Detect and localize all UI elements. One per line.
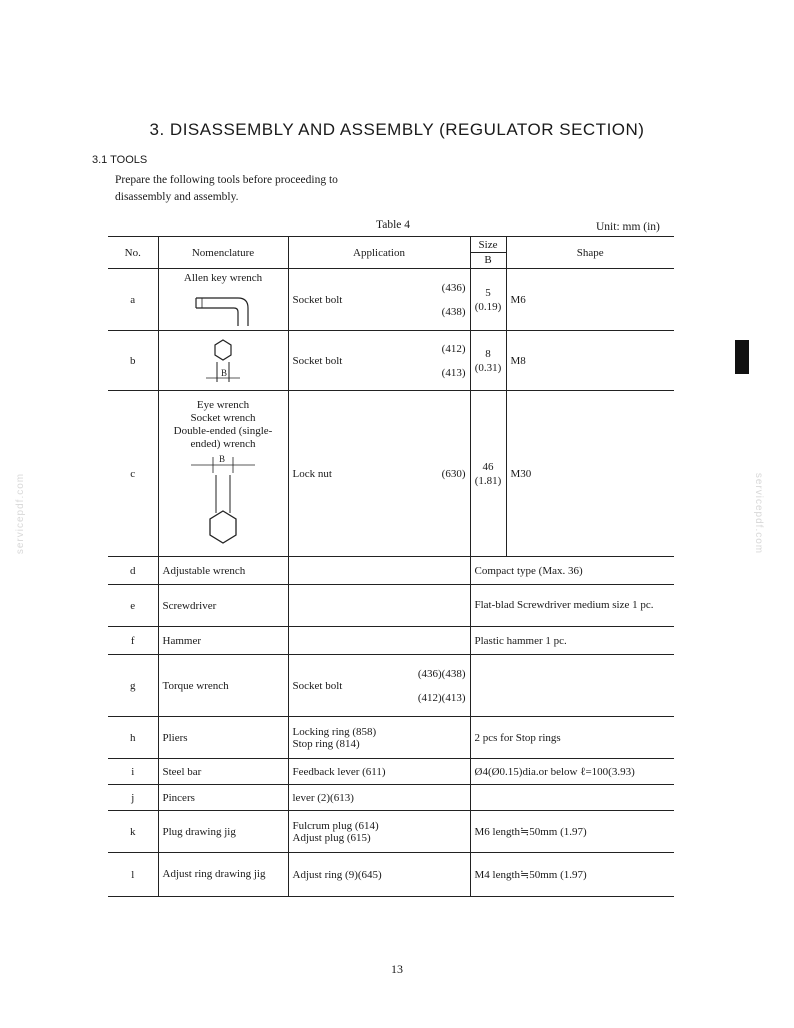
size-in: (1.81)	[474, 474, 502, 487]
row-nomenclature	[158, 391, 288, 557]
intro-line-1: Prepare the following tools before proceeding to	[115, 174, 338, 186]
application-line: Locking ring (858)	[292, 725, 377, 738]
row-nomenclature: Pincers	[158, 785, 288, 811]
header-size-label: Size	[478, 239, 498, 251]
table-row	[108, 655, 674, 717]
watermark-left: servicepdf.com	[15, 472, 27, 555]
eye-wrench-icon	[183, 453, 263, 547]
dimension-label: B	[219, 453, 226, 464]
application-code-top: (436)	[441, 281, 466, 294]
row-application	[288, 585, 470, 627]
application-text: Socket bolt	[292, 354, 343, 367]
row-application: Adjust ring (9)(645)	[288, 853, 470, 897]
row-no: h	[130, 731, 136, 744]
row-application: Feedback lever (611)	[288, 759, 470, 785]
row-no: a	[130, 293, 136, 306]
row-no: g	[130, 679, 136, 692]
row-nomenclature: Steel bar	[158, 759, 288, 785]
nomenclature-line: Double-ended (single-	[173, 424, 273, 437]
row-application: lever (2)(613)	[288, 785, 470, 811]
application-code-bottom: (413)	[441, 366, 466, 379]
row-shape: M4 length≒50mm (1.97)	[470, 853, 674, 897]
application-line: Stop ring (814)	[292, 737, 360, 750]
application-line: Fulcrum plug (614)	[292, 819, 379, 832]
row-shape: M30	[506, 391, 674, 557]
table-row	[108, 811, 674, 853]
row-shape: M8	[506, 331, 674, 391]
size-in: (0.19)	[474, 300, 502, 313]
table-row	[108, 269, 674, 331]
row-shape: Ø4(Ø0.15)dia.or below ℓ=100(3.93)	[470, 759, 674, 785]
size-mm: 46	[482, 460, 494, 473]
nomenclature-line: ended) wrench	[190, 437, 256, 450]
tools-table	[108, 236, 674, 897]
row-application	[288, 269, 470, 331]
table-row	[108, 853, 674, 897]
row-shape: Plastic hammer 1 pc.	[470, 627, 674, 655]
page-number: 13	[391, 962, 403, 976]
row-shape: 2 pcs for Stop rings	[470, 717, 674, 759]
header-application: Application	[288, 237, 470, 269]
application-code: (630)	[441, 467, 466, 480]
table-row	[108, 627, 674, 655]
table-row	[108, 585, 674, 627]
table-row	[108, 759, 674, 785]
application-code-bottom: (412)(413)	[417, 691, 466, 704]
hex-key-end-icon	[188, 338, 258, 384]
row-no: j	[131, 791, 135, 804]
application-text: Socket bolt	[292, 679, 343, 692]
row-application	[288, 627, 470, 655]
row-shape: Flat-blad Screwdriver medium size 1 pc.	[470, 585, 674, 627]
table-row	[108, 391, 674, 557]
row-size	[470, 391, 506, 557]
row-nomenclature	[158, 331, 288, 391]
size-mm: 5	[485, 286, 491, 299]
row-no: d	[130, 564, 136, 577]
row-no: i	[131, 765, 135, 778]
nomenclature-line: Socket wrench	[190, 411, 256, 424]
row-application	[288, 655, 470, 717]
row-nomenclature: Plug drawing jig	[158, 811, 288, 853]
application-code-top: (436)(438)	[417, 667, 466, 680]
dimension-label: B	[221, 367, 228, 378]
row-application	[288, 331, 470, 391]
intro-line-2: disassembly and assembly.	[115, 191, 239, 203]
row-shape: M6 length≒50mm (1.97)	[470, 811, 674, 853]
table-caption: Table 4	[376, 219, 411, 231]
row-shape	[470, 785, 674, 811]
unit-label: Unit: mm (in)	[596, 221, 660, 233]
row-application	[288, 557, 470, 585]
header-shape: Shape	[506, 237, 674, 269]
row-size	[470, 331, 506, 391]
row-no: k	[130, 825, 136, 838]
header-size	[470, 237, 506, 269]
application-code-bottom: (438)	[441, 305, 466, 318]
row-no: b	[130, 354, 136, 367]
intro-text	[115, 172, 415, 206]
header-size-sub: B	[471, 252, 506, 267]
row-no: e	[130, 599, 136, 612]
table-row	[108, 785, 674, 811]
size-mm: 8	[485, 347, 491, 360]
table-header-row	[108, 237, 674, 269]
section-heading: 3.1 TOOLS	[92, 154, 148, 166]
row-no: c	[130, 467, 136, 480]
row-application	[288, 717, 470, 759]
row-nomenclature: Adjustable wrench	[158, 557, 288, 585]
row-nomenclature: Torque wrench	[158, 655, 288, 717]
application-text: Socket bolt	[292, 293, 343, 306]
watermark-right: servicepdf.com	[753, 472, 765, 555]
row-shape	[470, 655, 674, 717]
row-nomenclature: Screwdriver	[158, 585, 288, 627]
nomenclature-line: Eye wrench	[196, 398, 250, 411]
row-shape: M6	[506, 269, 674, 331]
row-nomenclature: Hammer	[158, 627, 288, 655]
row-nomenclature: Adjust ring drawing jig	[158, 853, 288, 897]
table-row	[108, 557, 674, 585]
row-application	[288, 811, 470, 853]
row-shape: Compact type (Max. 36)	[470, 557, 674, 585]
header-no: No.	[124, 246, 141, 259]
nomenclature-text: Allen key wrench	[183, 271, 263, 284]
header-nomenclature: Nomenclature	[158, 237, 288, 269]
application-code-top: (412)	[441, 342, 466, 355]
row-nomenclature: Pliers	[158, 717, 288, 759]
allen-key-icon	[188, 286, 258, 326]
page-title: 3. DISASSEMBLY AND ASSEMBLY (REGULATOR SECTION)	[149, 120, 645, 139]
application-line: Adjust plug (615)	[292, 831, 371, 844]
row-size	[470, 269, 506, 331]
row-no: f	[130, 634, 135, 647]
row-nomenclature	[158, 269, 288, 331]
row-no: l	[131, 868, 135, 881]
size-in: (0.31)	[474, 361, 502, 374]
table-row	[108, 717, 674, 759]
application-text: Lock nut	[292, 467, 332, 480]
row-application	[288, 391, 470, 557]
table-row	[108, 331, 674, 391]
section-tab-marker	[735, 340, 749, 374]
